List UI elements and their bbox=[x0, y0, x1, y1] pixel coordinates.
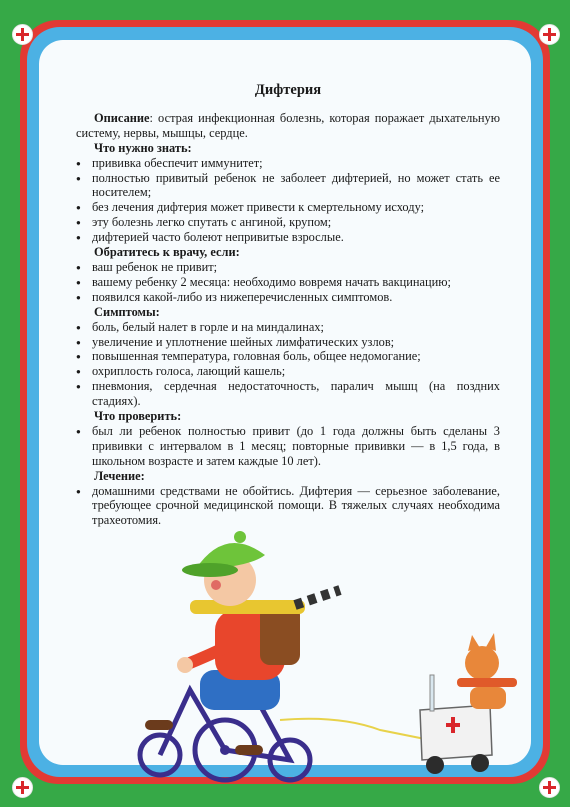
list-item: ● домашними средствами не обойтись. Дифтерия — серьезное заболевание, требующее срочной медицинской помощи. В тяжелых случаях необходима трахеотомия. bbox=[76, 484, 500, 529]
list-item: ● прививка обеспечит иммунитет; bbox=[76, 156, 500, 171]
section-heading: Симптомы: bbox=[94, 304, 160, 319]
list-item: ● полностью привитый ребенок не заболеет дифтерией, но может стать ее носителем; bbox=[76, 171, 500, 201]
medical-cross-icon bbox=[12, 777, 33, 798]
list-item: ● боль, белый налет в горле и на миндалинах; bbox=[76, 320, 500, 335]
section-heading: Лечение: bbox=[94, 468, 145, 483]
section-heading: Что проверить: bbox=[94, 409, 182, 424]
list-item: ● ваш ребенок не привит; bbox=[76, 260, 500, 275]
list-item: ● вашему ребенку 2 месяца: необходимо вовремя начать вакцинацию; bbox=[76, 275, 500, 290]
bullet-list bbox=[76, 156, 500, 245]
description-label: Описание bbox=[94, 110, 150, 125]
list-item: ● появился какой-либо из нижеперечисленных симптомов. bbox=[76, 290, 500, 305]
section-heading: Что нужно знать: bbox=[94, 140, 192, 155]
medical-cross-icon bbox=[12, 24, 33, 45]
bullet-list bbox=[76, 424, 500, 469]
section-heading: Обратитесь к врачу, если: bbox=[94, 245, 240, 260]
description bbox=[76, 111, 500, 141]
bullet-list bbox=[76, 320, 500, 409]
description-text: : острая инфекционная болезнь, которая поражает дыхательную систему, нервы, мышцы, сердце. bbox=[76, 110, 500, 140]
bullet-list bbox=[76, 260, 500, 305]
list-item: ● увеличение и уплотнение шейных лимфатических узлов; bbox=[76, 335, 500, 350]
medical-cross-icon bbox=[539, 24, 560, 45]
list-item: ● был ли ребенок полностью привит (до 1 года должны быть сделаны 3 прививки с интервалом в 1 месяц; повторные прививки — в 1,5 года, в школьном возрасте и затем каждые 10 лет). bbox=[76, 424, 500, 469]
page-title: Дифтерия bbox=[254, 82, 322, 98]
list-item: ● эту болезнь легко спутать с ангиной, крупом; bbox=[76, 215, 500, 230]
boy-on-tricycle-with-sick-cat-illustration bbox=[130, 515, 550, 785]
list-item: ● дифтерией часто болеют непривитые взрослые. bbox=[76, 230, 500, 245]
list-item: ● пневмония, сердечная недостаточность, паралич мышц (на поздних стадиях). bbox=[76, 379, 500, 409]
list-item: ● повышенная температура, головная боль, общее недомогание; bbox=[76, 349, 500, 364]
list-item: ● без лечения дифтерия может привести к смертельному исходу; bbox=[76, 200, 500, 215]
sections bbox=[76, 141, 500, 529]
list-item: ● охриплость голоса, лающий кашель; bbox=[76, 364, 500, 379]
article bbox=[76, 83, 500, 528]
